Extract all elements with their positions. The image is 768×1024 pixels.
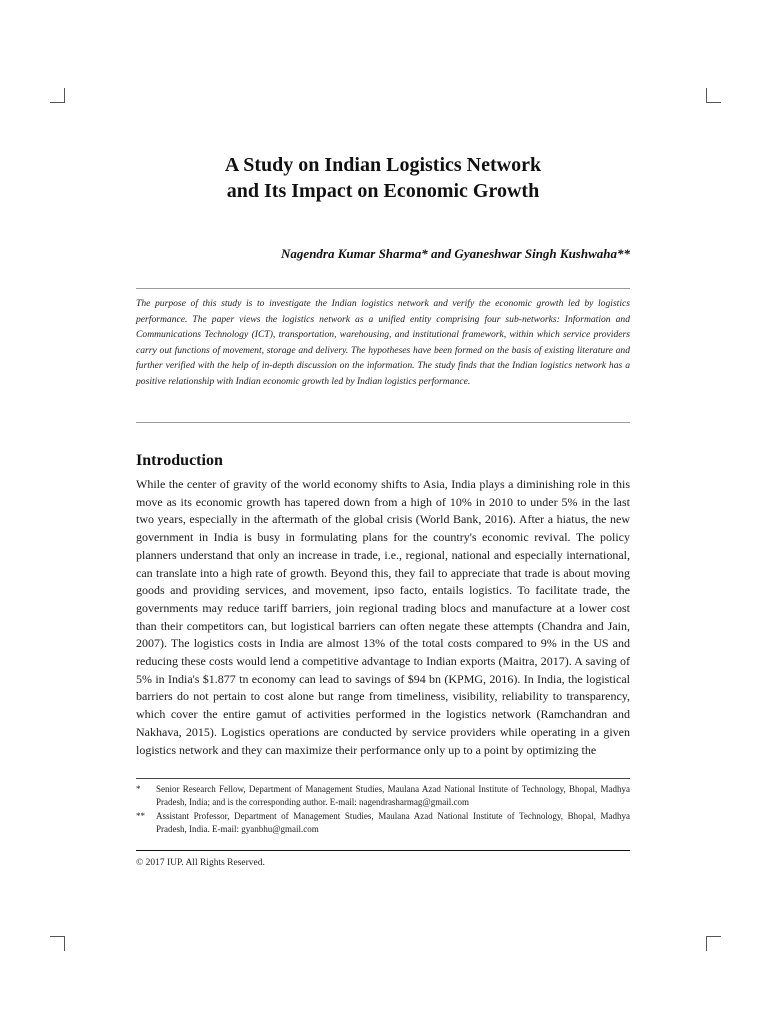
paper-title-line-1: A Study on Indian Logistics Network — [224, 154, 542, 176]
abstract-top-divider — [136, 288, 630, 289]
footnote-1-text: Senior Research Fellow, Department of Management Studies, Maulana Azad National Institute of Technology, Bhopal, Madhya Pradesh, India; and is the corresponding author. E-mail: nagendrasharmag@gmail.com — [156, 784, 630, 807]
crop-mark-top-right — [706, 88, 721, 103]
introduction-heading: Introduction — [136, 452, 223, 469]
footnote-2-text: Assistant Professor, Department of Management Studies, Maulana Azad National Institute of Technology, Bhopal, Madhya Pradesh, India. E-mail: gyanbhu@gmail.com — [156, 811, 630, 834]
abstract: The purpose of this study is to investigate the Indian logistics network and verify the economic growth led by logistics performance. The paper views the logistics network as a unified entity comprising four sub-networks: Information and Communications Technology (ICT), transportation, warehousing, and institutional framework, within which service providers carry out functions of movement, storage and delivery. The hypotheses have been formed on the basis of existing literature and further verified with the help of in-depth discussion on the information. The study finds that the Indian logistics network has a positive relationship with Indian economic growth led by Indian logistics performance. — [136, 298, 630, 387]
paper-title-line-2: and Its Impact on Economic Growth — [226, 180, 540, 202]
paper-title — [136, 152, 630, 204]
author-list: Nagendra Kumar Sharma* and Gyaneshwar Singh Kushwaha** — [281, 246, 630, 261]
introduction-paragraph: While the center of gravity of the world economy shifts to Asia, India plays a diminishing role in this move as its economic growth has tapered down from a high of 10% in 2010 to under 5% in the last two years, especially in the aftermath of the global crisis (World Bank, 2016). After a hiatus, the new government in India is busy in formulating plans for the country's economic revival. The policy planners understand that only an increase in trade, i.e., regional, national and especially international, can translate into a high rate of growth. Beyond this, they fail to appreciate that trade is about moving goods and providing services, and movement, ipso facto, entails logistics. To facilitate trade, the governments may reduce tariff barriers, join regional trading blocs and manufacture at a lower cost than their competitors can, but logistical barriers can often negate these attempts (Chandra and Jain, 2007). The logistics costs in India are almost 13% of the total costs compared to 9% in the US and reducing these costs would lend a competitive advantage to Indian exports (Maitra, 2017). A saving of 5% in India's $1.877 tn economy can lead to savings of $94 bn (KPMG, 2016). In India, the logistical barriers do not pertain to cost alone but range from timeliness, visibility, reliability to transparency, which cover the entire gamut of activities performed in the logistics network (Ramchandran and Nakhava, 2015). Logistics operations are conducted by service providers while operating in a given logistics network and they can maximize their performance only up to a point by optimizing the — [136, 477, 630, 757]
footnote-1 — [136, 783, 630, 808]
abstract-bottom-divider — [136, 422, 630, 423]
footnote-divider — [136, 778, 630, 779]
footnote-1-mark: * — [136, 784, 141, 794]
copyright-divider — [136, 850, 630, 851]
crop-mark-bottom-right — [706, 936, 721, 951]
footnote-2-mark: ** — [136, 811, 145, 821]
copyright-notice: © 2017 IUP. All Rights Reserved. — [136, 858, 265, 868]
crop-mark-top-left — [50, 88, 65, 103]
footnote-2 — [136, 810, 630, 835]
crop-mark-bottom-left — [50, 936, 65, 951]
